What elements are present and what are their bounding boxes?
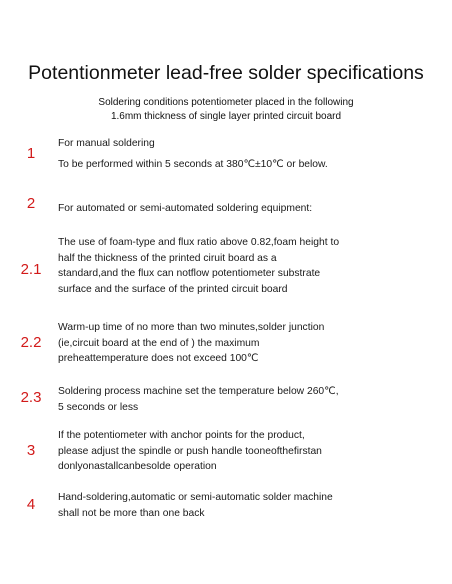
item-text xyxy=(58,201,438,217)
subtitle-line-1: Soldering conditions potentiometer placed in the following xyxy=(98,97,354,108)
item-line: shall not be more than one back xyxy=(58,507,205,519)
item-line: standard,and the flux can notflow potentiometer substrate xyxy=(58,268,321,279)
page-subtitle xyxy=(0,96,452,124)
item-line: (ie,circuit board at the end of ) the maximum xyxy=(58,337,260,349)
item-text xyxy=(58,384,438,415)
item-line: Soldering process machine set the temperature below 260℃, xyxy=(58,386,339,397)
item-text xyxy=(58,136,438,172)
item-line: For manual soldering xyxy=(58,138,155,149)
item-line: please adjust the spindle or push handle tooneofthefirstan xyxy=(58,445,322,457)
item-number: 4 xyxy=(26,496,36,513)
item-text xyxy=(58,490,438,521)
item-line: preheattemperature does not exceed 100℃ xyxy=(58,353,259,364)
item-line: The use of foam-type and flux ratio above 0.82,foam height to xyxy=(58,237,340,248)
item-number: 3 xyxy=(26,442,36,459)
item-number: 2 xyxy=(26,195,36,212)
item-line: To be performed within 5 seconds at 380℃±10℃ or below. xyxy=(58,158,328,170)
item-line: For automated or semi-automated soldering equipment: xyxy=(58,203,313,214)
item-line: If the potentiometer with anchor points for the product, xyxy=(58,430,305,441)
item-line: donlyonastallcanbesolde operation xyxy=(58,461,217,472)
item-text xyxy=(58,235,438,297)
subtitle-line-2: 1.6mm thickness of single layer printed circuit board xyxy=(110,111,342,122)
item-line: half the thickness of the printed ciruit board as a xyxy=(58,252,277,264)
item-number: 1 xyxy=(26,145,36,162)
item-text xyxy=(58,320,438,367)
item-number: 2.3 xyxy=(20,389,42,406)
item-line: 5 seconds or less xyxy=(58,401,139,413)
item-line: Warm-up time of no more than two minutes,solder junction xyxy=(58,322,325,333)
item-number: 2.2 xyxy=(20,334,42,351)
item-text xyxy=(58,428,438,475)
item-number: 2.1 xyxy=(20,261,42,278)
page-title: Potentionmeter lead-free solder specifications xyxy=(28,62,424,84)
item-line: surface and the surface of the printed circuit board xyxy=(58,283,288,295)
item-line: Hand-soldering,automatic or semi-automatic solder machine xyxy=(58,492,333,503)
